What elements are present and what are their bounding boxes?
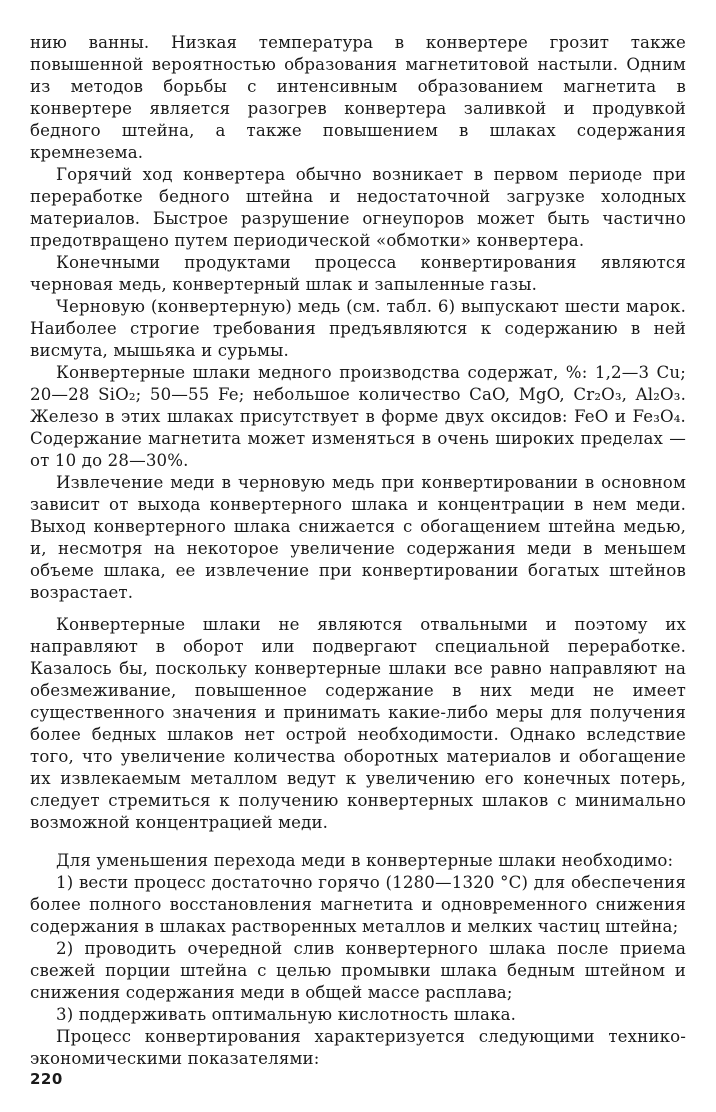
page-number: 220 [30,1070,63,1088]
paragraph-3: Конечными продуктами процесса конвертирования являются черновая медь, конвертерный шлак и запыленные газы. [30,253,686,294]
paragraph-7: Конвертерные шлаки не являются отвальными и поэтому их направляют в оборот или подвергают специальной переработке. Казалось бы, поскольку конвертерные шлаки все равно направляют на обезмеживание, повышенное содержание в них меди не имеет существенного значения и принимать какие-либо меры для получения более бедных шлаков нет острой необходимости. Однако вследствие того, что увеличение количества оборотных материалов и обогащение их извлекаемым металлом ведут к увеличению его конечных потерь, следует стремиться к получению конвертерных шлаков с минимально возможной концентрацией меди. [30,615,686,832]
paragraph-4: Черновую (конвертерную) медь (см. табл. 6) выпускают шести марок. Наиболее строгие требования предъявляются к содержанию в ней висмута, мышьяка и сурьмы. [30,297,686,360]
paragraph-2: Горячий ход конвертера обычно возникает в первом периоде при переработке бедного штейна и недостаточной загрузке холодных материалов. Быстрое разрушение огнеупоров может быть частично предотвращено путем периодической «обмотки» конвертера. [30,165,686,250]
paragraph-5: Конвертерные шлаки медного производства содержат, %: 1,2—3 Cu; 20—28 SiO₂; 50—55 Fe; небольшое количество CaO, MgO, Cr₂O₃, Al₂O₃. Железо в этих шлаках присутствует в форме двух оксидов: FeO и Fe₃O₄. Содержание магнетита может изменяться в очень широких пределах — от 10 до 28—30%. [30,363,686,470]
paragraph-1: нию ванны. Низкая температура в конвертере грозит также повышенной вероятностью образования магнетитовой настыли. Одним из методов борьбы с интенсивным образованием магнетита в конвертере является разогрев конвертера заливкой и продувкой бедного штейна, а также повышением в шлаках содержания кремнезема. [30,33,686,162]
paragraph-9: Процесс конвертирования характеризуется следующими технико-экономическими показателями: [30,1027,686,1068]
paragraph-8: Для уменьшения перехода меди в конвертерные шлаки необходимо: [56,851,674,870]
list-item-2: 2) проводить очередной слив конвертерного шлака после приема свежей порции штейна с целью промывки шлака бедным штейном и снижения содержания меди в общей массе расплава; [30,939,686,1002]
list-item-1: 1) вести процесс достаточно горячо (1280—1320 °С) для обеспечения более полного восстановления магнетита и одновременного снижения содержания в шлаках растворенных металлов и мелких частиц штейна; [30,873,686,936]
paragraph-6: Извлечение меди в черновую медь при конвертировании в основном зависит от выхода конвертерного шлака и концентрации в нем меди. Выход конвертерного шлака снижается с обогащением штейна медью, и, несмотря на некоторое увеличение содержания меди в меньшем объеме шлака, ее извлечение при конвертировании богатых штейнов возрастает. [30,473,686,602]
list-item-3: 3) поддерживать оптимальную кислотность шлака. [56,1005,517,1024]
page-body [30,32,686,1070]
